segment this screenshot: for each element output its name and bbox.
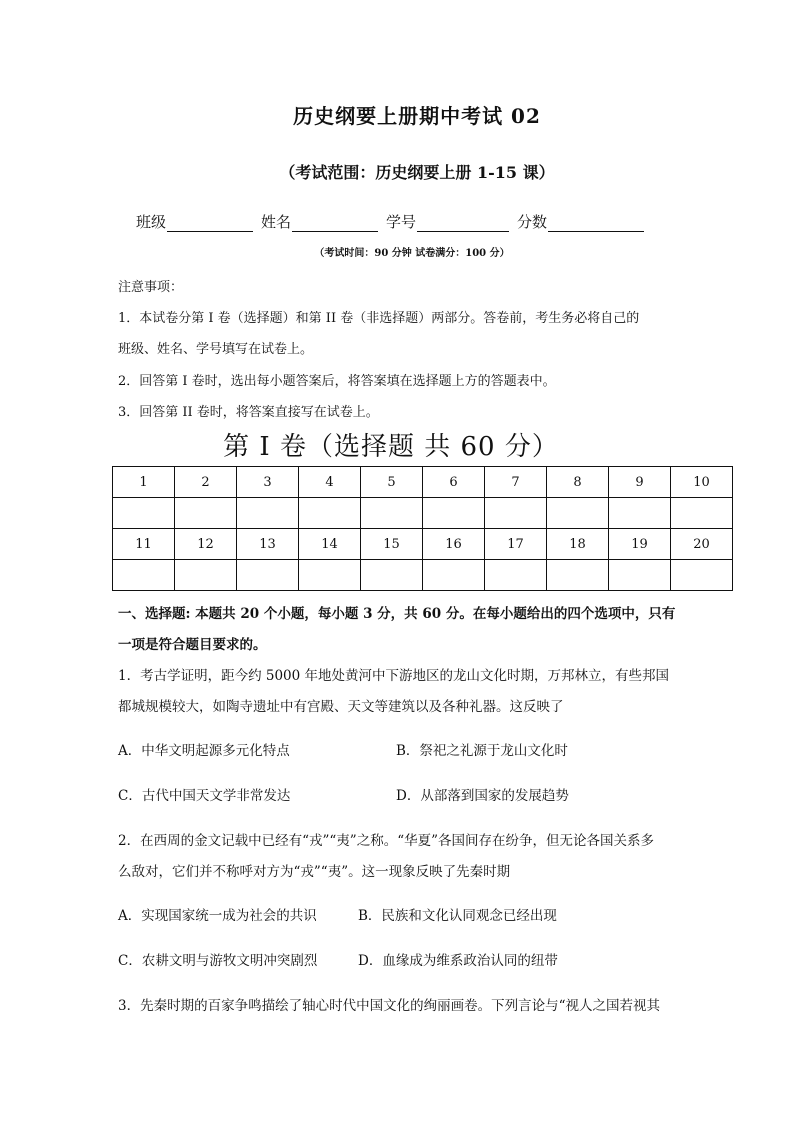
question-1-stem-2: 都城规模较大，如陶寺遗址中有宫殿、天文等建筑以及各种礼器。这反映了 xyxy=(118,699,564,715)
class-field[interactable] xyxy=(136,211,253,232)
answer-blank-cell[interactable] xyxy=(299,498,361,529)
page-title: 历史纲要上册期中考试 02 xyxy=(293,104,541,128)
student-id-field[interactable] xyxy=(386,211,509,232)
answer-blank-cell[interactable] xyxy=(113,498,175,529)
question-2-option-d[interactable]: D．血缘成为维系政治认同的纽带 xyxy=(358,953,558,969)
answer-blank-cell[interactable] xyxy=(175,498,237,529)
answer-table xyxy=(112,466,733,591)
answer-number-cell: 5 xyxy=(361,467,423,498)
answer-number-row xyxy=(113,529,733,560)
answer-number-cell: 19 xyxy=(609,529,671,560)
question-3-stem-1: 3．先秦时期的百家争鸣描绘了轴心时代中国文化的绚丽画卷。下列言论与“视人之国若视其 xyxy=(118,998,660,1014)
answer-number-cell: 14 xyxy=(299,529,361,560)
question-2-stem-2: 么敌对，它们并不称呼对方为“戎”“夷”。这一现象反映了先秦时期 xyxy=(118,864,511,880)
question-2-option-c[interactable]: C．农耕文明与游牧文明冲突剧烈 xyxy=(118,953,318,969)
answer-blank-cell[interactable] xyxy=(547,498,609,529)
answer-number-cell: 8 xyxy=(547,467,609,498)
name-label: 姓名 xyxy=(261,213,292,231)
name-field[interactable] xyxy=(261,211,378,232)
answer-number-cell: 15 xyxy=(361,529,423,560)
student-id-blank[interactable] xyxy=(417,215,509,232)
answer-blank-cell[interactable] xyxy=(609,560,671,591)
class-blank[interactable] xyxy=(167,215,253,232)
answer-number-cell: 13 xyxy=(237,529,299,560)
score-label: 分数 xyxy=(517,213,548,231)
answer-blank-row xyxy=(113,560,733,591)
student-info-row xyxy=(136,211,652,232)
answer-blank-cell[interactable] xyxy=(237,498,299,529)
question-1-option-d[interactable]: D．从部落到国家的发展趋势 xyxy=(396,788,569,804)
answer-blank-cell[interactable] xyxy=(671,560,733,591)
answer-blank-cell[interactable] xyxy=(609,498,671,529)
answer-blank-cell[interactable] xyxy=(423,560,485,591)
answer-number-cell: 16 xyxy=(423,529,485,560)
exam-time-note: （考试时间：90 分钟 试卷满分：100 分） xyxy=(314,248,510,259)
answer-number-cell: 3 xyxy=(237,467,299,498)
question-1-option-b[interactable]: B．祭祀之礼源于龙山文化时 xyxy=(396,743,568,759)
answer-blank-cell[interactable] xyxy=(485,560,547,591)
answer-blank-cell[interactable] xyxy=(547,560,609,591)
answer-blank-row xyxy=(113,498,733,529)
question-1-stem-1: 1．考古学证明，距今约 5000 年地处黄河中下游地区的龙山文化时期，万邦林立，有些邦国 xyxy=(118,668,670,684)
answer-blank-cell[interactable] xyxy=(423,498,485,529)
answer-number-cell: 6 xyxy=(423,467,485,498)
answer-blank-cell[interactable] xyxy=(299,560,361,591)
class-label: 班级 xyxy=(136,213,167,231)
answer-number-cell: 1 xyxy=(113,467,175,498)
notice-heading: 注意事项： xyxy=(118,280,184,295)
answer-number-cell: 7 xyxy=(485,467,547,498)
answer-blank-cell[interactable] xyxy=(361,498,423,529)
question-2-option-a[interactable]: A．实现国家统一成为社会的共识 xyxy=(118,908,317,924)
answer-number-cell: 2 xyxy=(175,467,237,498)
answer-blank-cell[interactable] xyxy=(175,560,237,591)
answer-number-cell: 4 xyxy=(299,467,361,498)
score-blank[interactable] xyxy=(548,215,644,232)
answer-blank-cell[interactable] xyxy=(113,560,175,591)
question-1-option-a[interactable]: A．中华文明起源多元化特点 xyxy=(118,743,290,759)
notice-item-1: 1．本试卷分第 I 卷（选择题）和第 II 卷（非选择题）两部分。答卷前，考生务必将自己的 xyxy=(118,311,640,326)
answer-number-cell: 20 xyxy=(671,529,733,560)
question-2-stem-1: 2．在西周的金文记载中已经有“戎”“夷”之称。“华夏”各国间存在纷争，但无论各国关系多 xyxy=(118,833,654,849)
notice-item-1-cont: 班级、姓名、学号填写在试卷上。 xyxy=(118,342,314,357)
question-1-option-c[interactable]: C．古代中国天文学非常发达 xyxy=(118,788,291,804)
answer-number-row xyxy=(113,467,733,498)
answer-number-cell: 10 xyxy=(671,467,733,498)
answer-number-cell: 11 xyxy=(113,529,175,560)
answer-blank-cell[interactable] xyxy=(237,560,299,591)
exam-scope-subtitle: （考试范围：历史纲要上册 1-15 课） xyxy=(279,163,555,182)
section-one-heading: 第 I 卷（选择题 共 60 分） xyxy=(223,432,559,462)
notice-item-3: 3．回答第 II 卷时，将答案直接写在试卷上。 xyxy=(118,405,379,420)
answer-number-cell: 18 xyxy=(547,529,609,560)
answer-blank-cell[interactable] xyxy=(361,560,423,591)
notice-item-2: 2．回答第 I 卷时，选出每小题答案后，将答案填在选择题上方的答题表中。 xyxy=(118,374,556,389)
answer-number-cell: 17 xyxy=(485,529,547,560)
question-2-option-b[interactable]: B．民族和文化认同观念已经出现 xyxy=(358,908,557,924)
answer-number-cell: 12 xyxy=(175,529,237,560)
name-blank[interactable] xyxy=(292,215,378,232)
answer-blank-cell[interactable] xyxy=(485,498,547,529)
instructions-line-2: 一项是符合题目要求的。 xyxy=(118,637,267,653)
instructions-line-1: 一、选择题: 本题共 20 个小题，每小题 3 分，共 60 分。在每小题给出的四个选项中，只有 xyxy=(118,606,676,622)
answer-blank-cell[interactable] xyxy=(671,498,733,529)
score-field[interactable] xyxy=(517,211,644,232)
answer-number-cell: 9 xyxy=(609,467,671,498)
student-id-label: 学号 xyxy=(386,213,417,231)
